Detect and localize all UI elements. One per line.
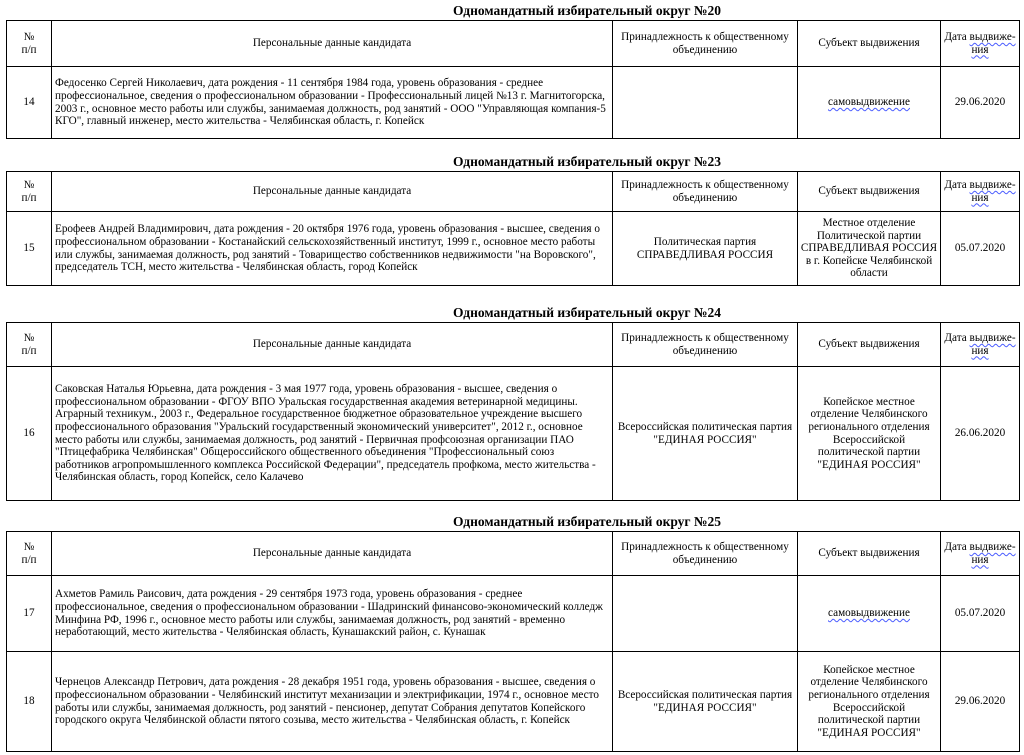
row-num: 16 [7,367,52,501]
header-party: Принадлежность к общественному объединению [613,532,798,576]
row-personal: Чернецов Александр Петрович, дата рождения - 28 декабря 1951 года, уровень образования - высшее, сведения о профессиональном образовании - Челябинский институт механизации и электрификации, 1974 г., основное место работы или службы, занимаемая должность, род занятий - пенсионер, депутат Собрания депутатов Копейского городского округа Челябинской области пятого созыва, место жительства - Челябинская область, г. Копейск [52,652,613,752]
row-date: 05.07.2020 [941,576,1020,652]
table-row [7,67,1020,139]
row-subject [798,67,941,139]
table-row [7,212,1020,286]
row-subject [798,576,941,652]
header-personal: Персональные данные кандидата [52,532,613,576]
candidates-table [6,171,1020,286]
header-personal: Персональные данные кандидата [52,172,613,212]
row-date: 29.06.2020 [941,67,1020,139]
header-party: Принадлежность к общественному объединению [613,323,798,367]
row-subject: Копейское местное отделение Челябинского регионального отделения Всероссийской политической партии "ЕДИНАЯ РОССИЯ" [798,652,941,752]
table-header-row [7,532,1020,576]
row-date: 29.06.2020 [941,652,1020,752]
header-subject: Субъект выдвижения [798,172,941,212]
row-date: 05.07.2020 [941,212,1020,286]
header-num: № п/п [7,172,52,212]
row-subject-text: самовыдвижение [828,607,910,620]
header-num: № п/п [7,21,52,67]
table-row [7,652,1020,752]
table-header-row [7,21,1020,67]
row-num: 17 [7,576,52,652]
row-personal: Саковская Наталья Юрьевна, дата рождения - 3 мая 1977 года, уровень образования - высшее, сведения о профессиональном образовании - ФГОУ ВПО Уральская государственная академия ветеринарной медицины. Аграрный техникум., 2003 г., Федеральное государственное бюджетное образовательное учреждение высшего профессионального образования "Уральский государственный экономический университет", 2012 г., основное место работы или службы, занимаемая должность, род занятий - Первичная профсоюзная организации ПАО "Птицефабрика Челябинская" Общероссийского общественного объединения "Профессиональный союз работников агропромышленного комплекса Российской Федерации", председатель профкома, место жительства - Челябинская область, город Копейск, село Калачево [52,367,613,501]
row-subject: Местное отделение Политической партии СПРАВЕДЛИВАЯ РОССИЯ в г. Копейске Челябинской области [798,212,941,286]
district-24 [6,304,1018,501]
header-personal: Персональные данные кандидата [52,323,613,367]
row-party: Политическая партия СПРАВЕДЛИВАЯ РОССИЯ [613,212,798,286]
row-personal: Ахметов Рамиль Раисович, дата рождения - 29 сентября 1973 года, уровень образования - среднее профессиональное, сведения о профессиональном образовании - Шадринский финансово-экономический колледж Минфина РФ, 1996 г., основное место работы или службы, занимаемая должность, род занятий - временно неработающий, место жительства - Челябинская область, Кунашакский район, с. Кунашак [52,576,613,652]
row-party [613,67,798,139]
table-header-row [7,323,1020,367]
header-num: № п/п [7,323,52,367]
table-row [7,576,1020,652]
table-row [7,367,1020,501]
district-title: Одномандатный избирательный округ №20 [452,3,722,18]
header-party: Принадлежность к общественному объединению [613,172,798,212]
district-title: Одномандатный избирательный округ №23 [452,154,722,169]
district-20 [6,2,1018,139]
header-subject: Субъект выдвижения [798,532,941,576]
header-subject: Субъект выдвижения [798,323,941,367]
header-num: № п/п [7,532,52,576]
header-personal: Персональные данные кандидата [52,21,613,67]
candidates-table [6,322,1020,501]
header-date: Дата выдвиже-ния [941,532,1020,576]
candidates-table [6,531,1020,752]
row-num: 18 [7,652,52,752]
row-party [613,576,798,652]
header-date: Дата выдвиже-ния [941,323,1020,367]
district-23 [6,153,1018,286]
district-title: Одномандатный избирательный округ №25 [452,514,722,529]
row-personal: Ерофеев Андрей Владимирович, дата рождения - 20 октября 1976 года, уровень образования - высшее, сведения о профессиональном образовании - Костанайский сельскохозяйственный институт, 1999 г., основное место работы или службы, занимаемая должность, род занятий - Товарищество собственников недвижимости "на Воровского", председатель ТСН, место жительства - Челябинская область, город Копейск [52,212,613,286]
row-party: Всероссийская политическая партия "ЕДИНАЯ РОССИЯ" [613,652,798,752]
candidates-table [6,20,1020,139]
row-personal: Федосенко Сергей Николаевич, дата рождения - 11 сентября 1984 года, уровень образования - среднее профессиональное, сведения о профессиональном образовании - Профессиональный лицей №13 г. Магнитогорска, 2003 г., основное место работы или службы, занимаемая должность, род занятий - ООО "Управляющая компания-5 КГО", главный инженер, место жительства - Челябинская область, г. Копейск [52,67,613,139]
table-header-row [7,172,1020,212]
row-subject-text: самовыдвижение [828,96,910,109]
header-subject: Субъект выдвижения [798,21,941,67]
district-25 [6,513,1018,752]
row-num: 14 [7,67,52,139]
row-subject: Копейское местное отделение Челябинского регионального отделения Всероссийской политической партии "ЕДИНАЯ РОССИЯ" [798,367,941,501]
header-party: Принадлежность к общественному объединению [613,21,798,67]
row-party: Всероссийская политическая партия "ЕДИНАЯ РОССИЯ" [613,367,798,501]
district-title: Одномандатный избирательный округ №24 [452,305,722,320]
row-date: 26.06.2020 [941,367,1020,501]
header-date: Дата выдвиже-ния [941,172,1020,212]
row-num: 15 [7,212,52,286]
header-date: Дата выдвиже-ния [941,21,1020,67]
